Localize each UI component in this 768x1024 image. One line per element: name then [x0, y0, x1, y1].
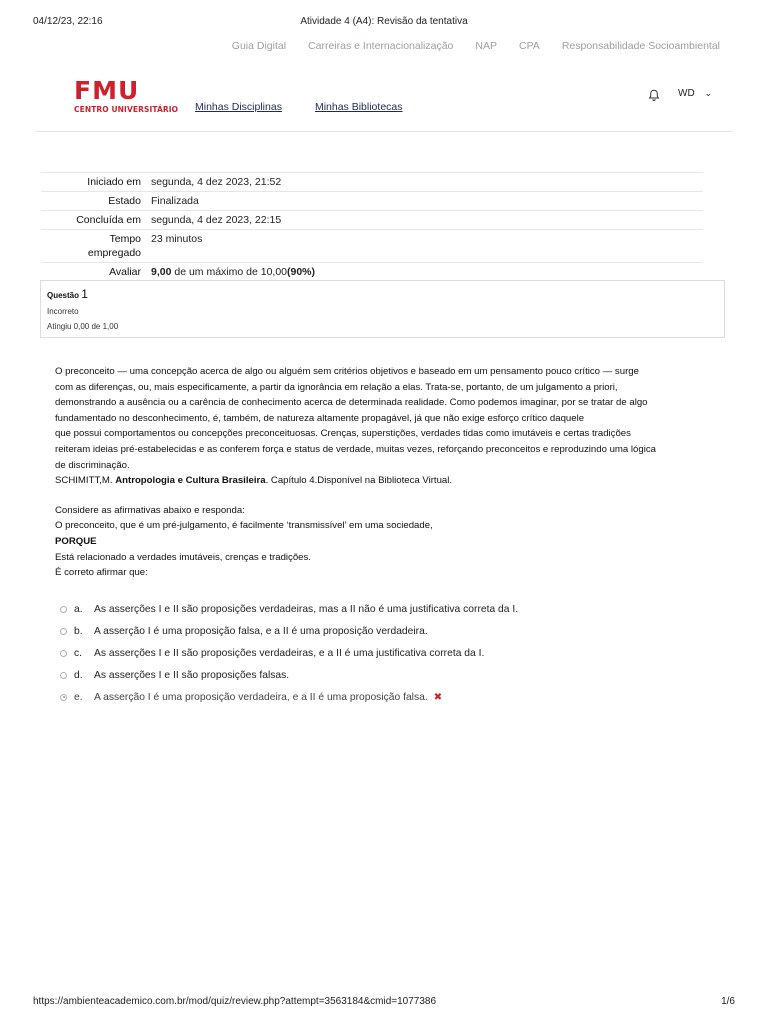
question-state: Incorreto [47, 307, 79, 316]
assertion-connector: PORQUE [55, 535, 97, 547]
option-letter: a. [74, 603, 83, 615]
top-links-bar [232, 40, 720, 52]
option-text: As asserções I e II são proposições falsas. [94, 669, 290, 681]
answer-options [60, 598, 518, 708]
time-label-line1: Tempo [109, 233, 141, 245]
answer-option-d[interactable] [60, 664, 518, 686]
question-paragraph-line: fundamentado no desconhecimento, é, também, de natureza altamente propagável, já que não exige esforço crítico daquele [55, 412, 585, 424]
summary-value: segunda, 4 dez 2023, 21:52 [151, 176, 282, 188]
option-letter: b. [74, 625, 83, 637]
summary-label: Iniciado em [87, 176, 141, 188]
answer-option-b[interactable] [60, 620, 518, 642]
summary-label: Estado [108, 195, 141, 207]
answer-option-e[interactable] [60, 686, 518, 708]
grade-percent: (90%) [287, 266, 316, 278]
top-link-cpa[interactable]: CPA [519, 40, 540, 52]
time-label-line2: empregado [87, 247, 141, 259]
assertion-two: Está relacionado a verdades imutáveis, crenças e tradições. [55, 551, 311, 563]
brand-name: FMU [74, 76, 140, 105]
option-text: A asserção I é uma proposição verdadeira, e a II é uma proposição falsa. [94, 691, 428, 703]
top-link-nap[interactable]: NAP [475, 40, 497, 52]
summary-label [41, 230, 146, 263]
print-datetime: 04/12/23, 22:16 [33, 16, 103, 27]
citation [55, 473, 720, 489]
radio-button[interactable] [60, 628, 67, 635]
radio-button-selected[interactable] [60, 694, 67, 701]
question-paragraph-line: de discriminação. [55, 459, 130, 471]
top-link-guia-digital[interactable]: Guia Digital [231, 40, 287, 52]
option-letter: c. [74, 647, 83, 659]
radio-button[interactable] [60, 672, 67, 679]
question-paragraph-line: que possui comportamentos ou concepções preconceituosas. Crenças, superstições, verdades tidas como imutáveis e certas tradições [55, 428, 631, 440]
question-prompt: Considere as afirmativas abaixo e responda: [55, 504, 245, 516]
assertion-one: O preconceito, que é um pré-julgamento, é facilmente ‘transmissível’ em uma sociedade, [55, 520, 433, 532]
bell-icon[interactable] [647, 88, 661, 102]
question-paragraph-line: com as diferenças, ou, mais especificamente, a partir da ignorância em relação a elas. Trata-se, portanto, de um julgamento a priori, [55, 381, 618, 393]
nav-minhas-disciplinas[interactable]: Minhas Disciplinas [195, 101, 282, 113]
option-letter: e. [74, 691, 83, 703]
top-link-responsabilidade[interactable]: Responsabilidade Socioambiental [561, 40, 720, 52]
question-number-value: 1 [81, 287, 88, 301]
citation-rest: . Capítulo 4.Disponível na Biblioteca Virtual. [265, 475, 453, 487]
summary-label: Avaliar [109, 266, 141, 278]
question-paragraph-line: O preconceito — uma concepção acerca de algo ou alguém sem critérios objetivos e baseado em um pensamento pouco crítico — surge [55, 366, 639, 377]
brand-logo[interactable] [74, 78, 178, 114]
summary-value [146, 263, 703, 282]
grade-score: 9,00 [151, 266, 172, 278]
cross-icon: ✖ [433, 691, 443, 703]
user-menu[interactable] [678, 88, 712, 99]
print-page-title: Atividade 4 (A4): Revisão da tentativa [300, 16, 468, 27]
question-info-box [40, 280, 725, 338]
option-text: A asserção I é uma proposição falsa, e a II é uma proposição verdadeira. [94, 625, 428, 637]
chevron-down-icon: ⌄ [704, 88, 713, 98]
answer-option-a[interactable] [60, 598, 518, 620]
question-paragraph-line: demonstrando a ausência ou a carência de conhecimento acerca de determinada realidade. Como podemos imaginar, por se tratar de algo [55, 397, 648, 409]
main-nav [195, 101, 403, 113]
question-text [55, 364, 720, 581]
option-text: As asserções I e II são proposições verdadeiras, e a II é uma justificativa correta da I. [94, 647, 485, 659]
question-number [47, 287, 718, 301]
answer-option-c[interactable] [60, 642, 518, 664]
summary-row-started [41, 173, 703, 192]
summary-row-grade [41, 263, 703, 282]
citation-author: SCHIMITT,M. [55, 475, 116, 487]
summary-value: 23 minutos [151, 233, 203, 245]
radio-button[interactable] [60, 650, 67, 657]
top-link-carreiras[interactable]: Carreiras e Internacionalização [308, 40, 454, 52]
summary-value: Finalizada [151, 195, 199, 207]
option-letter: d. [74, 669, 83, 681]
summary-row-completed [41, 211, 703, 230]
brand-subtitle: CENTRO UNIVERSITÁRIO [74, 105, 179, 114]
user-initials: WD [678, 88, 695, 99]
question-paragraph-line: reiteram ideias pré-estabelecidas e as conferem força e status de verdade, muitas vezes, reforçando preconceitos e reproduzindo uma lógica [55, 443, 656, 455]
option-text: As asserções I e II são proposições verdadeiras, mas a II não é uma justificativa correta da I. [94, 603, 519, 615]
print-footer-page: 1/6 [721, 996, 735, 1007]
print-footer-url: https://ambienteacademico.com.br/mod/quiz/review.php?attempt=3563184&cmid=1077386 [33, 996, 437, 1007]
grade-max: de um máximo de 10,00 [171, 266, 287, 278]
question-label: Questão [47, 291, 80, 300]
attempt-summary-table [41, 172, 703, 282]
question-mark: Atingiu 0,00 de 1,00 [47, 322, 119, 331]
summary-row-time [41, 230, 703, 263]
summary-row-state [41, 192, 703, 211]
summary-value: segunda, 4 dez 2023, 22:15 [151, 214, 282, 226]
nav-minhas-bibliotecas[interactable]: Minhas Bibliotecas [314, 101, 403, 113]
summary-label: Concluída em [76, 214, 141, 226]
question-ask: É correto afirmar que: [55, 567, 148, 579]
radio-button[interactable] [60, 606, 67, 613]
header-divider [36, 131, 732, 132]
citation-title: Antropologia e Cultura Brasileira [115, 475, 266, 487]
